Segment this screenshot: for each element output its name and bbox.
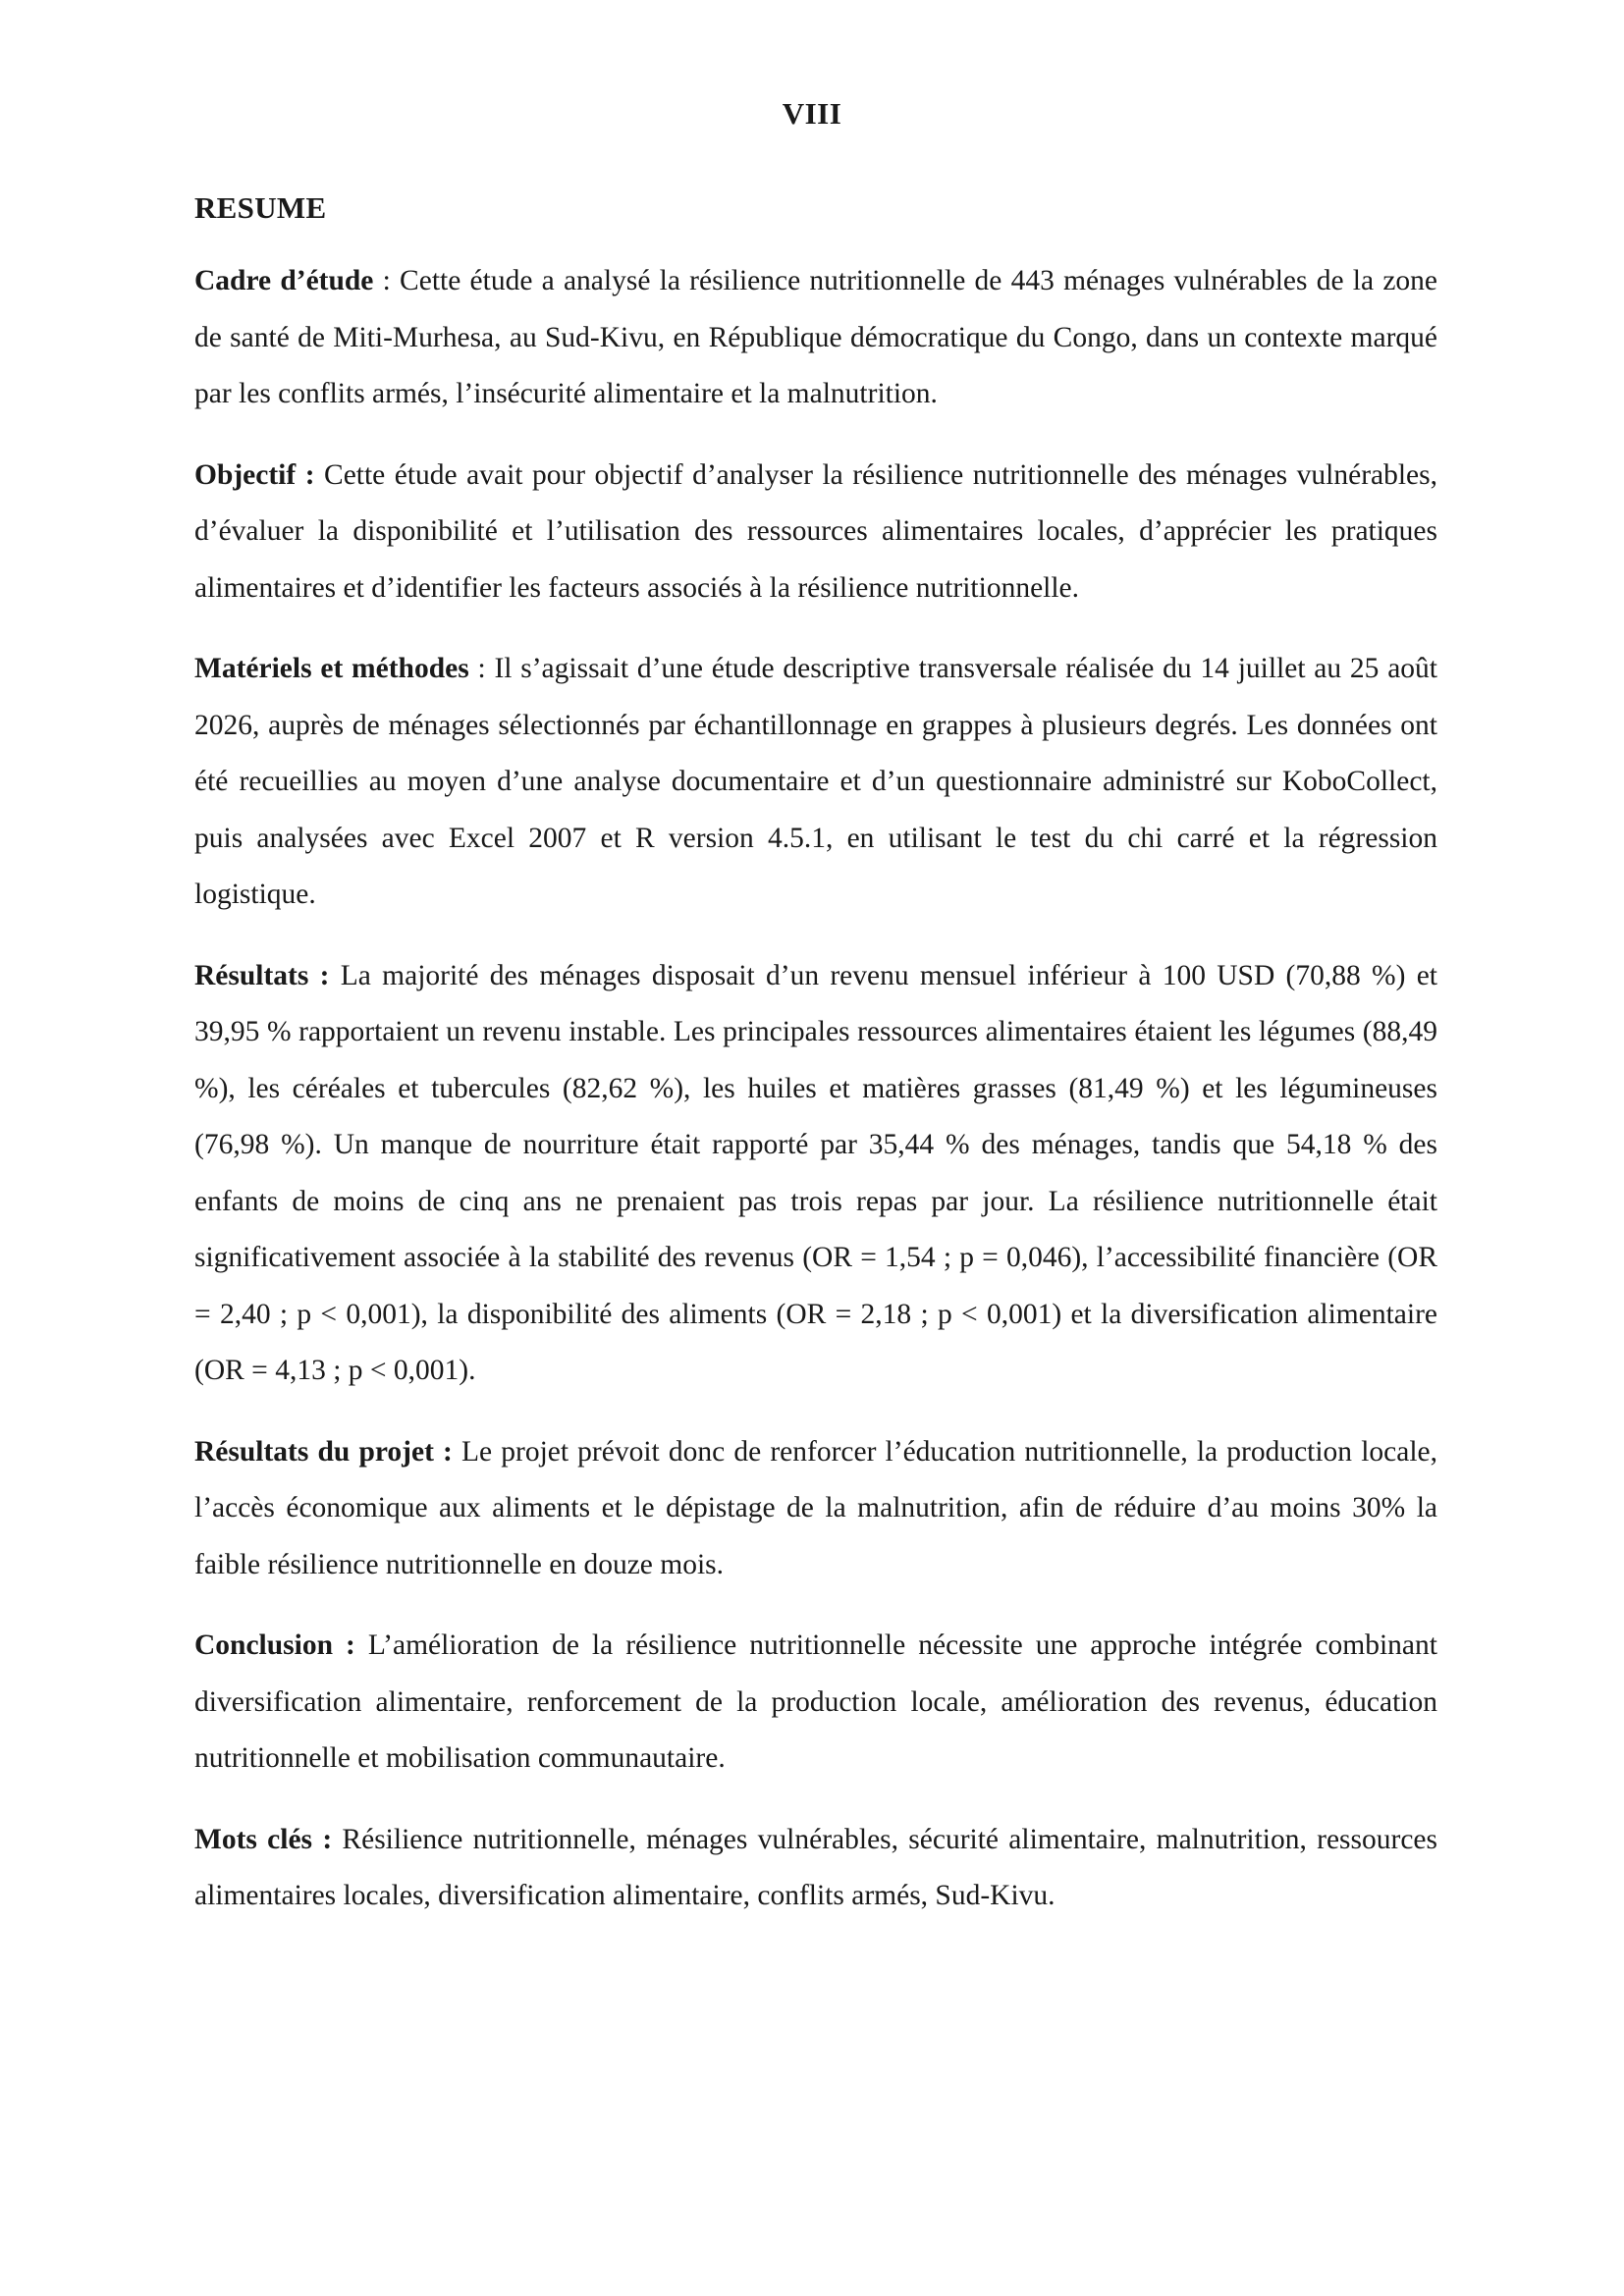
paragraph-label: Résultats du projet : bbox=[194, 1435, 453, 1468]
abstract-content bbox=[194, 190, 1437, 1949]
paragraph-conclusion bbox=[194, 1618, 1437, 1788]
paragraph-label: Mots clés : bbox=[194, 1823, 333, 1855]
paragraph-text: La majorité des ménages disposait d’un revenu mensuel inférieur à 100 USD (70,88 %) et 39,95 % rapportaient un revenu instable. Les principales ressources alimentaires étaient les légumes (88,49 %), les céréales et tubercules (82,62 %), les huiles et matières grasses (81,49 %) et les légumineuses (76,98 %). Un manque de nourriture était rapporté par 35,44 % des ménages, tandis que 54,18 % des enfants de moins de cinq ans ne prenaient pas trois repas par jour. La résilience nutritionnelle était significativement associée à la stabilité des revenus (OR = 1,54 ; p = 0,046), l’accessibilité financière (OR = 2,40 ; p < 0,001), la disponibilité des aliments (OR = 2,18 ; p < 0,001) et la diversification alimentaire (OR = 4,13 ; p < 0,001). bbox=[194, 959, 1437, 1386]
paragraph-resultats-projet bbox=[194, 1424, 1437, 1594]
paragraph-text: Résilience nutritionnelle, ménages vulnérables, sécurité alimentaire, malnutrition, ressources alimentaires locales, diversification alimentaire, conflits armés, Sud-Kivu. bbox=[194, 1823, 1437, 1911]
paragraph-label: Résultats : bbox=[194, 959, 330, 991]
paragraph-text: : Cette étude a analysé la résilience nutritionnelle de 443 ménages vulnérables de la zone de santé de Miti-Murhesa, au Sud-Kivu, en République démocratique du Congo, dans un contexte marqué par les conflits armés, l’insécurité alimentaire et la malnutrition. bbox=[194, 265, 1437, 409]
paragraph-text: L’amélioration de la résilience nutritionnelle nécessite une approche intégrée combinant diversification alimentaire, renforcement de la production locale, amélioration des revenus, éducation nutritionnelle et mobilisation communautaire. bbox=[194, 1629, 1437, 1774]
paragraph-mots-cles bbox=[194, 1812, 1437, 1925]
paragraph-label: Matériels et méthodes bbox=[194, 653, 469, 684]
paragraph-label: Conclusion : bbox=[194, 1629, 355, 1661]
page-number: VIII bbox=[782, 96, 842, 131]
paragraph-objectif bbox=[194, 448, 1437, 617]
paragraph-text: Cette étude avait pour objectif d’analyser la résilience nutritionnelle des ménages vulnérables, d’évaluer la disponibilité et l’utilisation des ressources alimentaires locales, d’apprécier les pratiques alimentaires et d’identifier les facteurs associés à la résilience nutritionnelle. bbox=[194, 458, 1438, 604]
paragraph-materiels-methodes bbox=[194, 641, 1437, 924]
paragraph-text: : Il s’agissait d’une étude descriptive transversale réalisée du 14 juillet au 25 août 2026, auprès de ménages sélectionnés par échantillonnage en grappes à plusieurs degrés. Les données ont été recueillies au moyen d’une analyse documentaire et d’un questionnaire administré sur KoboCollect, puis analysées avec Excel 2007 et R version 4.5.1, en utilisant le test du chi carré et la régression logistique. bbox=[194, 653, 1437, 910]
section-heading: RESUME bbox=[194, 190, 327, 225]
paragraph-text: Le projet prévoit donc de renforcer l’éducation nutritionnelle, la production locale, l’accès économique aux aliments et le dépistage de la malnutrition, afin de réduire d’au moins 30% la faible résilience nutritionnelle en douze mois. bbox=[194, 1435, 1437, 1580]
paragraph-cadre-etude bbox=[194, 253, 1437, 423]
paragraph-resultats bbox=[194, 948, 1437, 1400]
paragraph-label: Cadre d’étude bbox=[194, 265, 374, 296]
paragraph-label: Objectif : bbox=[194, 458, 315, 491]
